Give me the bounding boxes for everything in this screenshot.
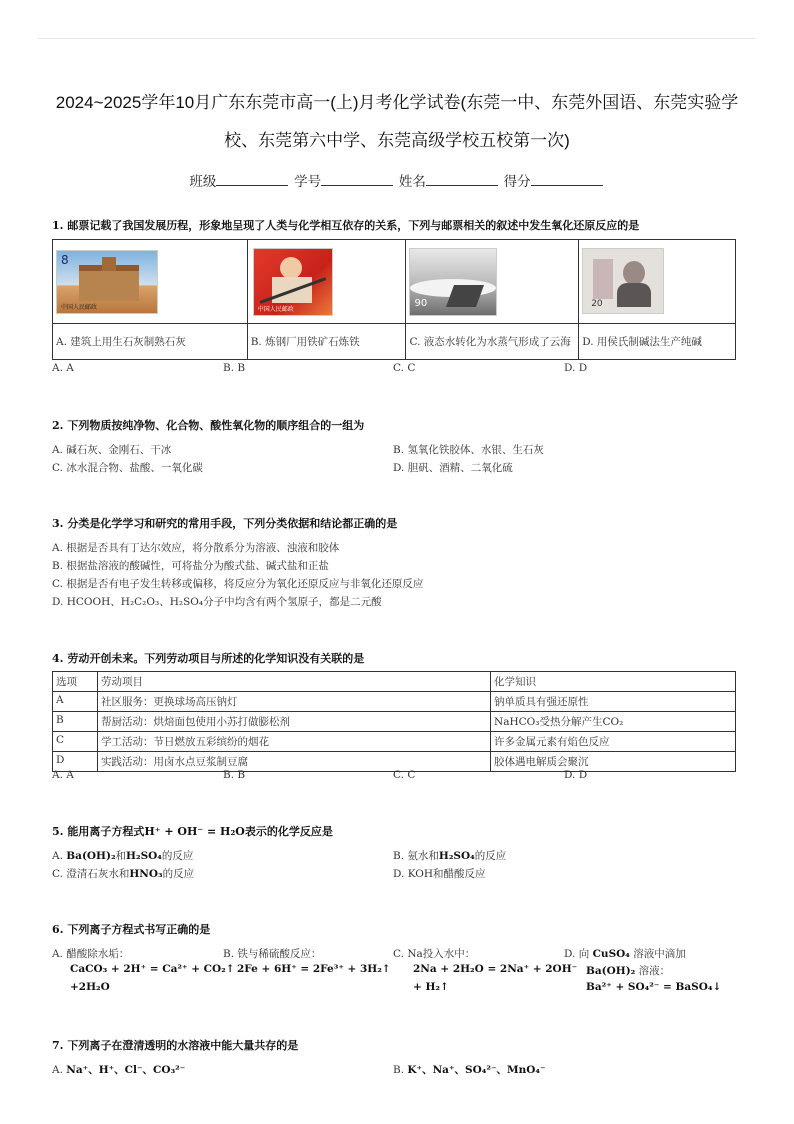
q6-option-c-eq-2: + H₂↑ bbox=[413, 981, 449, 993]
q5-option-a[interactable] bbox=[52, 848, 193, 863]
q5-b-formula: H₂SO₄ bbox=[438, 850, 475, 862]
q7-option-b[interactable] bbox=[393, 1062, 546, 1077]
q4-row-c-key: C bbox=[53, 732, 98, 752]
q6-option-a-eq-2: +2H₂O bbox=[70, 981, 110, 993]
student-info-row bbox=[0, 170, 794, 190]
q4-row-b-knowledge: NaHCO₃受热分解产生CO₂ bbox=[491, 712, 736, 732]
q4-answer-b[interactable]: B. B bbox=[223, 769, 246, 781]
q7-b-ions: K⁺、Na⁺、SO₄²⁻、MnO₄⁻ bbox=[407, 1064, 546, 1076]
q4-row-d-labor: 实践活动：用卤水点豆浆制豆腐 bbox=[98, 752, 491, 772]
top-divider bbox=[38, 38, 756, 39]
q1-answer-d[interactable]: D. D bbox=[564, 362, 588, 374]
q5-a-post: 的反应 bbox=[161, 850, 194, 862]
q7-a-label: A. bbox=[52, 1064, 63, 1076]
q6-d-formula: CuSO₄ bbox=[592, 948, 630, 960]
q6-option-b-eq: 2Fe + 6H⁺ = 2Fe³⁺ + 3H₂↑ bbox=[237, 963, 391, 975]
q5-a-formula-2: H₂SO₄ bbox=[126, 850, 162, 862]
q5-title bbox=[52, 823, 333, 839]
name-blank[interactable] bbox=[426, 173, 498, 186]
q6-option-d-label[interactable] bbox=[564, 946, 686, 961]
q5-title-post: 表示的化学反应是 bbox=[244, 825, 333, 838]
q6-option-d-eq: Ba²⁺ + SO₄²⁻ = BaSO₄↓ bbox=[586, 981, 722, 993]
q6-option-d-line-2 bbox=[586, 963, 670, 978]
id-blank[interactable] bbox=[321, 173, 393, 186]
q4-answer-d[interactable]: D. D bbox=[564, 769, 588, 781]
q6-option-a-label[interactable]: A. 醋酸除水垢： bbox=[52, 948, 130, 960]
q4-header-option: 选项 bbox=[53, 672, 98, 692]
q4-header-knowledge: 化学知识 bbox=[491, 672, 736, 692]
q4-row-a-knowledge: 钠单质具有强还原性 bbox=[491, 692, 736, 712]
q4-row-b-key: B bbox=[53, 712, 98, 732]
q3-option-b[interactable]: B. 根据盐溶液的酸碱性，可将盐分为酸式盐、碱式盐和正盐 bbox=[52, 560, 329, 572]
q2-title: 2. 下列物质按纯净物、化合物、酸性氧化物的顺序组合的一组为 bbox=[52, 419, 365, 432]
q1-stamp-cell-a bbox=[53, 240, 248, 324]
q4-table bbox=[52, 671, 736, 772]
class-label: 班级 bbox=[189, 174, 217, 189]
q5-title-equation: H⁺ + OH⁻ = H₂O bbox=[144, 825, 245, 838]
q6-option-a-eq-1: CaCO₃ + 2H⁺ = Ca²⁺ + CO₂↑ bbox=[70, 963, 235, 975]
q3-option-a[interactable]: A. 根据是否具有丁达尔效应，将分散系分为溶液、浊液和胶体 bbox=[52, 542, 340, 554]
q6-d-formula-2: Ba(OH)₂ bbox=[586, 965, 636, 977]
stamp-a-value: 8 bbox=[61, 253, 69, 267]
q5-option-d[interactable]: D. KOH和醋酸反应 bbox=[393, 868, 486, 880]
stamp-c-value: 90 bbox=[414, 298, 428, 309]
q5-a-label: A. bbox=[52, 850, 63, 862]
exam-title bbox=[40, 84, 754, 160]
q4-header-labor: 劳动项目 bbox=[98, 672, 491, 692]
q5-option-c[interactable] bbox=[52, 866, 194, 881]
q7-option-a[interactable] bbox=[52, 1062, 185, 1077]
stamp-d-value: 20 bbox=[591, 299, 603, 309]
name-label: 姓名 bbox=[398, 174, 426, 189]
q3-option-c[interactable]: C. 根据是否有电子发生转移或偏移，将反应分为氧化还原反应与非氧化还原反应 bbox=[52, 578, 424, 590]
q1-answer-b[interactable]: B. B bbox=[223, 362, 246, 374]
score-label: 得分 bbox=[503, 174, 531, 189]
q4-row-b-labor: 帮厨活动：烘焙面包使用小苏打做膨松剂 bbox=[98, 712, 491, 732]
title-line-2: 校、东莞第六中学、东莞高级学校五校第一次) bbox=[224, 131, 570, 150]
id-label: 学号 bbox=[294, 174, 322, 189]
q1-option-d: D. 用侯氏制碱法生产纯碱 bbox=[579, 324, 736, 360]
q4-row-c-labor: 学工活动：节日燃放五彩缤纷的烟花 bbox=[98, 732, 491, 752]
q7-b-label: B. bbox=[393, 1064, 405, 1076]
q2-option-b[interactable]: B. 氢氧化铁胶体、水银、生石灰 bbox=[393, 444, 544, 456]
q3-title: 3. 分类是化学学习和研究的常用手段，下列分类依据和结论都正确的是 bbox=[52, 517, 398, 530]
q4-row-d-key: D bbox=[53, 752, 98, 772]
q1-stamp-cell-c bbox=[406, 240, 579, 324]
q4-row-a-key: A bbox=[53, 692, 98, 712]
q4-answer-a[interactable]: A. A bbox=[52, 769, 74, 781]
q6-d-pre: D. 向 bbox=[564, 948, 590, 960]
q5-title-pre: 5. 能用离子方程式 bbox=[52, 825, 145, 838]
q1-stamp-cell-d bbox=[579, 240, 736, 324]
q6-option-c-eq-1: 2Na + 2H₂O = 2Na⁺ + 2OH⁻ bbox=[413, 963, 578, 975]
q7-a-ions: Na⁺、H⁺、Cl⁻、CO₃²⁻ bbox=[66, 1064, 186, 1076]
q1-answer-a[interactable]: A. A bbox=[52, 362, 74, 374]
q5-option-b[interactable] bbox=[393, 848, 506, 863]
q1-stamp-cell-b bbox=[247, 240, 406, 324]
q6-option-c-label[interactable]: C. Na投入水中： bbox=[393, 948, 476, 960]
stamp-building-image bbox=[56, 250, 158, 314]
q6-d-post: 溶液中滴加 bbox=[633, 948, 686, 960]
q2-option-c[interactable]: C. 冰水混合物、盐酸、一氧化碳 bbox=[52, 462, 203, 474]
q5-c-pre: C. 澄清石灰水和 bbox=[52, 868, 130, 880]
q5-c-formula: HNO₃ bbox=[129, 868, 163, 880]
q2-option-a[interactable]: A. 碱石灰、金刚石、干冰 bbox=[52, 444, 172, 456]
stamp-a-label: 中国人民邮政 bbox=[61, 304, 98, 311]
q6-option-b-label[interactable]: B. 铁与稀硫酸反应： bbox=[223, 948, 322, 960]
q7-title: 7. 下列离子在澄清透明的水溶液中能大量共存的是 bbox=[52, 1039, 299, 1052]
q5-b-pre: B. 氨水和 bbox=[393, 850, 439, 862]
stamp-portrait-image bbox=[582, 248, 664, 314]
q2-option-d[interactable]: D. 胆矾、酒精、二氧化硫 bbox=[393, 462, 513, 474]
q1-title: 1. 邮票记载了我国发展历程，形象地呈现了人类与化学相互依存的关系，下列与邮票相关的叙述中发生氧化还原反应的是 bbox=[52, 219, 640, 232]
class-blank[interactable] bbox=[216, 173, 288, 186]
q5-a-formula-1: Ba(OH)₂ bbox=[66, 850, 116, 862]
q4-row-a-labor: 社区服务：更换球场高压钠灯 bbox=[98, 692, 491, 712]
q1-stamp-table bbox=[52, 239, 736, 360]
q3-option-d[interactable]: D. HCOOH、H₂C₂O₃、H₂SO₄分子中均含有两个氢原子，都是二元酸 bbox=[52, 596, 382, 608]
q4-answer-c[interactable]: C. C bbox=[393, 769, 416, 781]
q4-row-c-knowledge: 许多金属元素有焰色反应 bbox=[491, 732, 736, 752]
q1-option-b: B. 炼钢厂用铁矿石炼铁 bbox=[247, 324, 406, 360]
q1-option-a: A. 建筑上用生石灰制熟石灰 bbox=[53, 324, 248, 360]
q4-row-d-knowledge: 胶体遇电解质会聚沉 bbox=[491, 752, 736, 772]
q6-title: 6. 下列离子方程式书写正确的是 bbox=[52, 923, 211, 936]
q6-d-formula-2-post: 溶液： bbox=[638, 965, 671, 977]
q1-answer-c[interactable]: C. C bbox=[393, 362, 416, 374]
stamp-steelworker-image bbox=[253, 248, 333, 316]
q5-a-and: 和 bbox=[115, 850, 127, 862]
q1-option-c: C. 液态水转化为水蒸气形成了云海 bbox=[406, 324, 579, 360]
stamp-b-label: 中国人民邮政 bbox=[257, 306, 294, 313]
score-blank[interactable] bbox=[531, 173, 603, 186]
title-line-1: 2024~2025学年10月广东东莞市高一(上)月考化学试卷(东莞一中、东莞外国语、东莞实验学 bbox=[55, 93, 739, 112]
q4-title: 4. 劳动开创未来。下列劳动项目与所述的化学知识没有关联的是 bbox=[52, 652, 365, 665]
q5-c-post: 的反应 bbox=[162, 868, 195, 880]
q5-b-post: 的反应 bbox=[474, 850, 507, 862]
stamp-sea-of-clouds-image bbox=[409, 248, 497, 316]
